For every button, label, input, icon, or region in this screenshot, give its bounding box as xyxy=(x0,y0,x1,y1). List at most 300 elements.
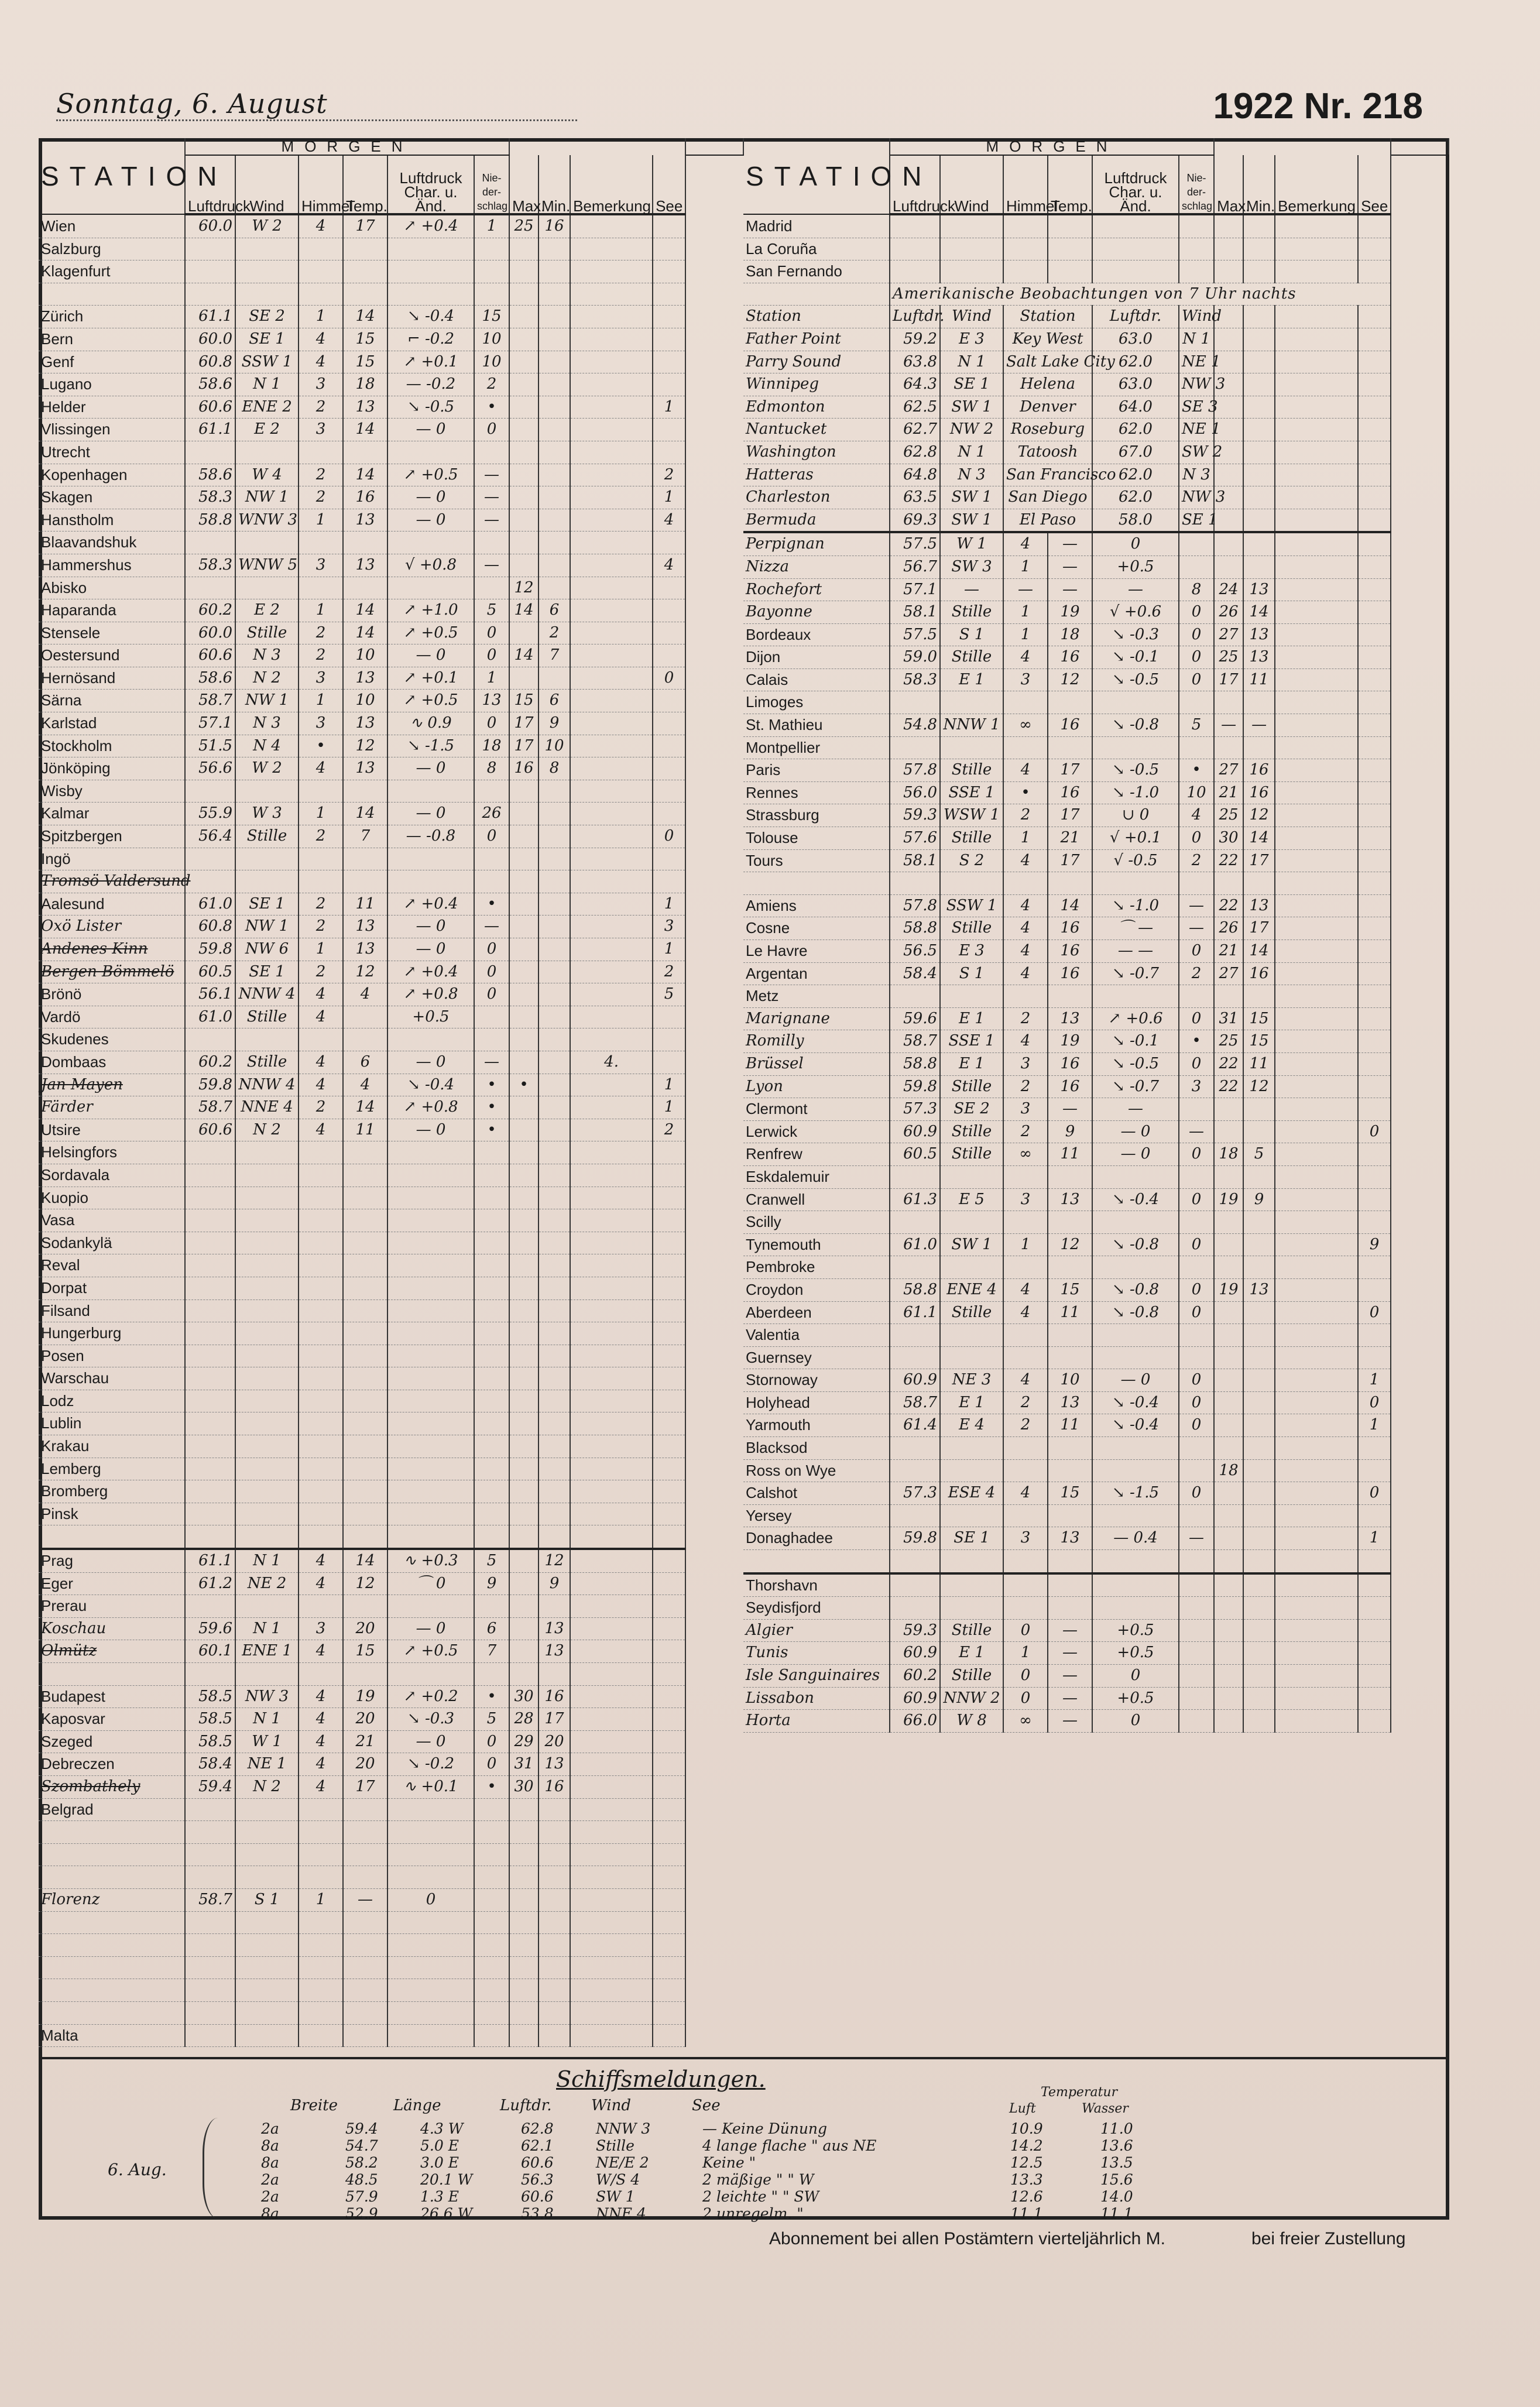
remark-value xyxy=(570,1345,653,1367)
sea-value xyxy=(653,1888,685,1911)
wind-value: NW 6 xyxy=(235,938,299,961)
precipitation-value: 0 xyxy=(1179,1278,1214,1301)
remark-value xyxy=(1275,1346,1358,1369)
sky-value: 4 xyxy=(299,1572,343,1595)
wind-value xyxy=(235,1480,299,1503)
wind-value xyxy=(235,780,299,803)
empty-cell xyxy=(387,1663,474,1686)
table-row xyxy=(39,1187,743,1209)
min-value xyxy=(1243,1256,1275,1279)
table-row xyxy=(39,509,743,532)
temperature-value: — xyxy=(1048,1665,1092,1688)
temperature-value: 17 xyxy=(1048,759,1092,782)
station-name: Zürich xyxy=(39,306,185,328)
wind-value: SE 1 xyxy=(940,373,1003,396)
pressure-value: 69.3 xyxy=(890,509,940,532)
remark-value xyxy=(570,825,653,848)
max-value: 24 xyxy=(1214,578,1243,601)
empty-cell xyxy=(185,1525,235,1549)
pressure-change-value: ↗ +0.4 xyxy=(387,961,474,983)
remark-value xyxy=(1275,691,1358,714)
sea-value xyxy=(653,1209,685,1232)
table-row xyxy=(743,985,1449,1008)
pressure-change-value: ⌒ 0 xyxy=(387,1572,474,1595)
sea-value xyxy=(653,2024,685,2047)
pressure-change-value: — 0.4 xyxy=(1092,1527,1179,1550)
table-row xyxy=(39,622,743,644)
precipitation-value xyxy=(474,260,509,283)
pressure-change-value: ↗ +0.4 xyxy=(387,893,474,916)
empty-cell xyxy=(299,2001,343,2024)
max-value xyxy=(509,780,539,803)
precipitation-value: — xyxy=(474,509,509,532)
temperature-value: 13 xyxy=(343,712,387,735)
pressure-value: 57.3 xyxy=(890,1098,940,1121)
temperature-value xyxy=(343,1187,387,1209)
sea-value xyxy=(1358,646,1391,669)
pressure-change-value: — 0 xyxy=(1092,1120,1179,1143)
max-value xyxy=(509,1119,539,1141)
empty-cell xyxy=(185,1979,235,2002)
pressure-change-value: ↘ -0.8 xyxy=(1092,714,1179,737)
sky-value: ∞ xyxy=(1003,714,1048,737)
table-row xyxy=(39,1322,743,1345)
wind-value-2: Wind xyxy=(1179,306,1214,328)
wind-value xyxy=(235,1232,299,1254)
empty-cell xyxy=(39,1525,185,1549)
temperature-value: 11 xyxy=(343,893,387,916)
station-name: Nantucket xyxy=(743,419,890,441)
sea-value xyxy=(1358,759,1391,782)
max-value: 16 xyxy=(509,757,539,780)
sky-value xyxy=(299,1503,343,1525)
col-char-right: Luftdruck Char. u. Änd. xyxy=(1092,155,1179,214)
precipitation-value: • xyxy=(474,396,509,419)
sea-value xyxy=(653,1458,685,1480)
station-name-2: Key West xyxy=(1003,328,1092,351)
sky-value: 1 xyxy=(299,690,343,712)
max-value: 30 xyxy=(509,1685,539,1708)
min-value xyxy=(539,260,570,283)
temperature-value: 11 xyxy=(1048,1143,1092,1166)
remark-value xyxy=(570,1412,653,1435)
remark-value xyxy=(570,1141,653,1164)
min-value xyxy=(539,870,570,893)
empty-cell xyxy=(39,283,185,306)
pressure-value: 58.6 xyxy=(185,464,235,486)
ship-reports xyxy=(39,2057,1449,2222)
precipitation-value xyxy=(474,1322,509,1345)
sky-value: 2 xyxy=(1003,1414,1048,1437)
remark-value xyxy=(1275,556,1358,578)
ship-row-p: 62.8 xyxy=(521,2120,554,2137)
ship-row-s: Keine " xyxy=(702,2154,756,2171)
min-value xyxy=(1243,1414,1275,1437)
empty-cell xyxy=(1275,373,1358,396)
table-row xyxy=(743,1301,1449,1324)
sea-value xyxy=(653,1549,685,1572)
pressure-change-value: 0 xyxy=(1092,1710,1179,1733)
pressure-change-value xyxy=(387,1390,474,1412)
table-row xyxy=(39,1503,743,1525)
precipitation-value: 0 xyxy=(1179,827,1214,850)
station-name: Oxö Lister xyxy=(39,916,185,938)
ship-row-w: Stille xyxy=(596,2137,634,2154)
pressure-change-value xyxy=(1092,1459,1179,1482)
empty-cell xyxy=(185,1843,235,1866)
station-name: Belgrad xyxy=(39,1798,185,1821)
empty-cell xyxy=(474,2001,509,2024)
empty-cell xyxy=(235,1663,299,1686)
temperature-value: — xyxy=(1048,578,1092,601)
pressure-value: 58.8 xyxy=(890,1278,940,1301)
min-value xyxy=(539,238,570,260)
max-value: 12 xyxy=(509,577,539,599)
min-value xyxy=(1243,1619,1275,1642)
ship-row-w: NNE 4 xyxy=(596,2205,646,2222)
empty-cell xyxy=(299,1866,343,1889)
empty-cell xyxy=(1214,1550,1243,1573)
pressure-value: 60.9 xyxy=(890,1687,940,1710)
min-value: 17 xyxy=(1243,849,1275,872)
empty-cell xyxy=(1179,1550,1214,1573)
table-row xyxy=(743,464,1449,486)
sky-value: 1 xyxy=(299,1888,343,1911)
precipitation-value: 0 xyxy=(474,622,509,644)
station-name: Jönköping xyxy=(39,757,185,780)
empty-cell xyxy=(1358,1550,1391,1573)
sky-value xyxy=(1003,238,1048,260)
station-name-2: Station xyxy=(1003,306,1092,328)
pressure-change-value: ↗ +0.8 xyxy=(387,1096,474,1119)
ship-row-tw: 15.6 xyxy=(1100,2171,1133,2188)
pressure-value: 56.6 xyxy=(185,757,235,780)
temperature-value xyxy=(1048,1597,1092,1620)
empty-cell xyxy=(474,1956,509,1979)
min-value: 9 xyxy=(539,1572,570,1595)
sea-value xyxy=(1358,736,1391,759)
pressure-change-value xyxy=(1092,1346,1179,1369)
min-value xyxy=(539,1888,570,1911)
min-value xyxy=(1243,1098,1275,1121)
empty-cell xyxy=(1003,1550,1048,1573)
station-name: Sodankylä xyxy=(39,1232,185,1254)
temperature-value xyxy=(343,1435,387,1458)
pressure-value xyxy=(890,1459,940,1482)
empty-cell xyxy=(387,1821,474,1844)
sky-value: 3 xyxy=(299,1617,343,1640)
wind-value-2: NW 3 xyxy=(1179,373,1214,396)
table-row xyxy=(39,1979,743,2002)
table-row xyxy=(39,1956,743,1979)
sea-value xyxy=(1358,1188,1391,1211)
temperature-value: — xyxy=(343,1888,387,1911)
sea-value xyxy=(653,577,685,599)
max-value: 25 xyxy=(1214,1030,1243,1053)
station-name: Argentan xyxy=(743,962,890,985)
min-value xyxy=(539,419,570,441)
pressure-value-2: 62.0 xyxy=(1092,464,1179,486)
precipitation-value xyxy=(474,1254,509,1277)
table-row xyxy=(39,916,743,938)
station-name: Andenes Kinn xyxy=(39,938,185,961)
sky-value: 2 xyxy=(299,825,343,848)
table-row xyxy=(743,940,1449,963)
sky-value: 4 xyxy=(299,1775,343,1798)
empty-cell xyxy=(539,1663,570,1686)
wind-value xyxy=(235,1322,299,1345)
col-see-right: See xyxy=(1358,155,1391,214)
pressure-change-value xyxy=(387,1412,474,1435)
wind-value xyxy=(235,870,299,893)
sea-value xyxy=(1358,1459,1391,1482)
wind-value: SE 1 xyxy=(235,961,299,983)
sea-value xyxy=(653,1006,685,1028)
precipitation-value: 6 xyxy=(474,1617,509,1640)
pressure-change-value: ⌐ -0.2 xyxy=(387,328,474,351)
pressure-value: 57.5 xyxy=(890,623,940,646)
pressure-change-value: ↘ -1.5 xyxy=(1092,1482,1179,1505)
max-value xyxy=(1214,1211,1243,1234)
pressure-change-value: — 0 xyxy=(387,803,474,825)
sky-value: 0 xyxy=(1003,1687,1048,1710)
precipitation-value xyxy=(474,1006,509,1028)
table-row xyxy=(39,1435,743,1458)
table-row xyxy=(743,759,1449,782)
sky-value: 3 xyxy=(1003,1188,1048,1211)
wind-value: WNW 5 xyxy=(235,554,299,577)
sea-value: 1 xyxy=(653,1074,685,1096)
precipitation-value xyxy=(474,1390,509,1412)
precipitation-value: — xyxy=(1179,1120,1214,1143)
pressure-value: 57.3 xyxy=(890,1482,940,1505)
wind-value: E 1 xyxy=(940,668,1003,691)
max-value: 25 xyxy=(1214,646,1243,669)
precipitation-value: 0 xyxy=(1179,1007,1214,1030)
table-row xyxy=(743,1278,1449,1301)
empty-cell xyxy=(653,2001,685,2024)
min-value: 16 xyxy=(1243,759,1275,782)
max-value xyxy=(1214,1665,1243,1688)
precipitation-value xyxy=(1179,985,1214,1008)
ship-row-p: 56.3 xyxy=(521,2171,554,2188)
remark-value xyxy=(570,622,653,644)
ship-row-p: 60.6 xyxy=(521,2188,554,2205)
wind-value xyxy=(235,1458,299,1480)
sea-value xyxy=(653,238,685,260)
remark-value xyxy=(1275,1301,1358,1324)
remark-value xyxy=(1275,1482,1358,1505)
empty-cell xyxy=(474,1866,509,1889)
precipitation-value: — xyxy=(1179,894,1214,917)
empty-cell xyxy=(1243,328,1275,351)
sky-value: 3 xyxy=(1003,668,1048,691)
sky-value: 2 xyxy=(299,486,343,509)
pressure-change-value: +0.5 xyxy=(1092,556,1179,578)
min-value: 15 xyxy=(1243,1030,1275,1053)
sea-value xyxy=(1358,1030,1391,1053)
pressure-value: 64.8 xyxy=(890,464,940,486)
sea-value xyxy=(653,1685,685,1708)
pressure-change-value: — 0 xyxy=(387,938,474,961)
min-value xyxy=(1243,1346,1275,1369)
wind-value: N 1 xyxy=(235,1549,299,1572)
sky-value: 2 xyxy=(1003,1075,1048,1098)
station-name-2: Tatoosh xyxy=(1003,441,1092,464)
min-value xyxy=(1243,1301,1275,1324)
pressure-value: 59.3 xyxy=(890,804,940,827)
sea-value xyxy=(653,1708,685,1731)
sea-value xyxy=(653,1390,685,1412)
precipitation-value: 3 xyxy=(1179,1075,1214,1098)
empty-cell xyxy=(235,1956,299,1979)
table-row xyxy=(39,1480,743,1503)
station-name: Lublin xyxy=(39,1412,185,1435)
precipitation-value xyxy=(474,2024,509,2047)
station-name: Lerwick xyxy=(743,1120,890,1143)
station-name: Wien xyxy=(39,214,185,238)
table-row xyxy=(743,917,1449,940)
sea-value xyxy=(653,1367,685,1390)
station-name-2: Helena xyxy=(1003,373,1092,396)
pressure-value-2: 62.0 xyxy=(1092,419,1179,441)
min-value: 17 xyxy=(1243,917,1275,940)
empty-cell xyxy=(1358,509,1391,532)
pressure-value: 60.0 xyxy=(185,622,235,644)
pressure-value xyxy=(890,691,940,714)
station-name: Utrecht xyxy=(39,441,185,464)
remark-value xyxy=(1275,1143,1358,1166)
station-name: Parry Sound xyxy=(743,351,890,373)
precipitation-value: 13 xyxy=(474,690,509,712)
wind-value xyxy=(940,1211,1003,1234)
station-name: Vasa xyxy=(39,1209,185,1232)
empty-cell xyxy=(1275,464,1358,486)
min-value xyxy=(539,780,570,803)
temperature-value: 11 xyxy=(1048,1301,1092,1324)
col-max-right: Max. xyxy=(1214,155,1243,214)
remark-value xyxy=(570,1640,653,1663)
precipitation-value xyxy=(474,1798,509,1821)
remark-value xyxy=(570,1164,653,1187)
empty-cell xyxy=(343,1956,387,1979)
temperature-value: — xyxy=(1048,1642,1092,1665)
empty-cell xyxy=(185,2001,235,2024)
max-value xyxy=(1214,1120,1243,1143)
empty-cell xyxy=(1243,464,1275,486)
wind-value: N 2 xyxy=(235,667,299,690)
max-value: 14 xyxy=(509,644,539,667)
empty-cell xyxy=(570,1866,653,1889)
empty-cell xyxy=(570,1911,653,1934)
empty-cell xyxy=(299,1843,343,1866)
sky-value: 4 xyxy=(1003,917,1048,940)
table-row xyxy=(39,1164,743,1187)
max-value xyxy=(509,1277,539,1299)
sky-value: 1 xyxy=(1003,1233,1048,1256)
station-header-right: STATION xyxy=(743,138,890,214)
table-row xyxy=(39,780,743,803)
pressure-value: 60.2 xyxy=(185,599,235,622)
temperature-value xyxy=(343,780,387,803)
col-bemerkung: Bemerkung xyxy=(570,155,653,214)
table-row xyxy=(39,961,743,983)
temperature-value: 10 xyxy=(1048,1369,1092,1392)
sea-value xyxy=(653,1503,685,1525)
empty-cell xyxy=(890,872,940,895)
temperature-value: 4 xyxy=(343,983,387,1006)
sea-value xyxy=(1358,1007,1391,1030)
precipitation-value: • xyxy=(1179,759,1214,782)
pressure-change-value xyxy=(1092,1211,1179,1234)
remark-value xyxy=(1275,940,1358,963)
temperature-value: 14 xyxy=(343,1549,387,1572)
sea-value xyxy=(653,690,685,712)
wind-value: N 3 xyxy=(940,464,1003,486)
temperature-value: — xyxy=(1048,1098,1092,1121)
remark-value xyxy=(570,2024,653,2047)
precipitation-value: 0 xyxy=(474,712,509,735)
sky-value: 4 xyxy=(1003,1301,1048,1324)
empty-cell xyxy=(387,1525,474,1549)
precipitation-value: 0 xyxy=(474,938,509,961)
pressure-value xyxy=(185,2024,235,2047)
table-row xyxy=(39,1096,743,1119)
table-row xyxy=(39,260,743,283)
precipitation-value: 0 xyxy=(1179,1301,1214,1324)
pressure-value xyxy=(185,1322,235,1345)
sky-value: • xyxy=(1003,781,1048,804)
temperature-value: 13 xyxy=(343,509,387,532)
max-value xyxy=(1214,1098,1243,1121)
temperature-value xyxy=(1048,691,1092,714)
pressure-value: 60.5 xyxy=(185,961,235,983)
ship-row-b: 57.9 xyxy=(345,2188,378,2205)
wind-value xyxy=(235,1254,299,1277)
temperature-value xyxy=(343,1299,387,1322)
sky-value: 1 xyxy=(1003,827,1048,850)
min-value xyxy=(539,1322,570,1345)
temperature-value xyxy=(343,1367,387,1390)
remark-value xyxy=(1275,1007,1358,1030)
max-value: • xyxy=(509,1074,539,1096)
pressure-change-value: — — xyxy=(1092,940,1179,963)
remark-value xyxy=(570,893,653,916)
min-value xyxy=(539,1028,570,1051)
pressure-value: 56.5 xyxy=(890,940,940,963)
precipitation-value xyxy=(474,1277,509,1299)
pressure-change-value: ↘ -0.4 xyxy=(1092,1414,1179,1437)
temperature-value xyxy=(1048,1504,1092,1527)
sea-value xyxy=(653,780,685,803)
wind-value: N 2 xyxy=(235,1119,299,1141)
precipitation-value: 0 xyxy=(1179,1369,1214,1392)
max-value xyxy=(509,667,539,690)
precipitation-value: — xyxy=(474,464,509,486)
sea-value xyxy=(653,1232,685,1254)
sea-value xyxy=(1358,1256,1391,1279)
max-value xyxy=(509,1322,539,1345)
sea-value xyxy=(1358,623,1391,646)
station-name: Madrid xyxy=(743,214,890,238)
sky-value xyxy=(299,1277,343,1299)
temperature-value xyxy=(1048,1165,1092,1188)
precipitation-value xyxy=(1179,1504,1214,1527)
ship-row-z: 2a xyxy=(261,2171,279,2188)
wind-value: N 1 xyxy=(235,1617,299,1640)
empty-cell xyxy=(509,1911,539,1934)
sky-value: 1 xyxy=(299,938,343,961)
